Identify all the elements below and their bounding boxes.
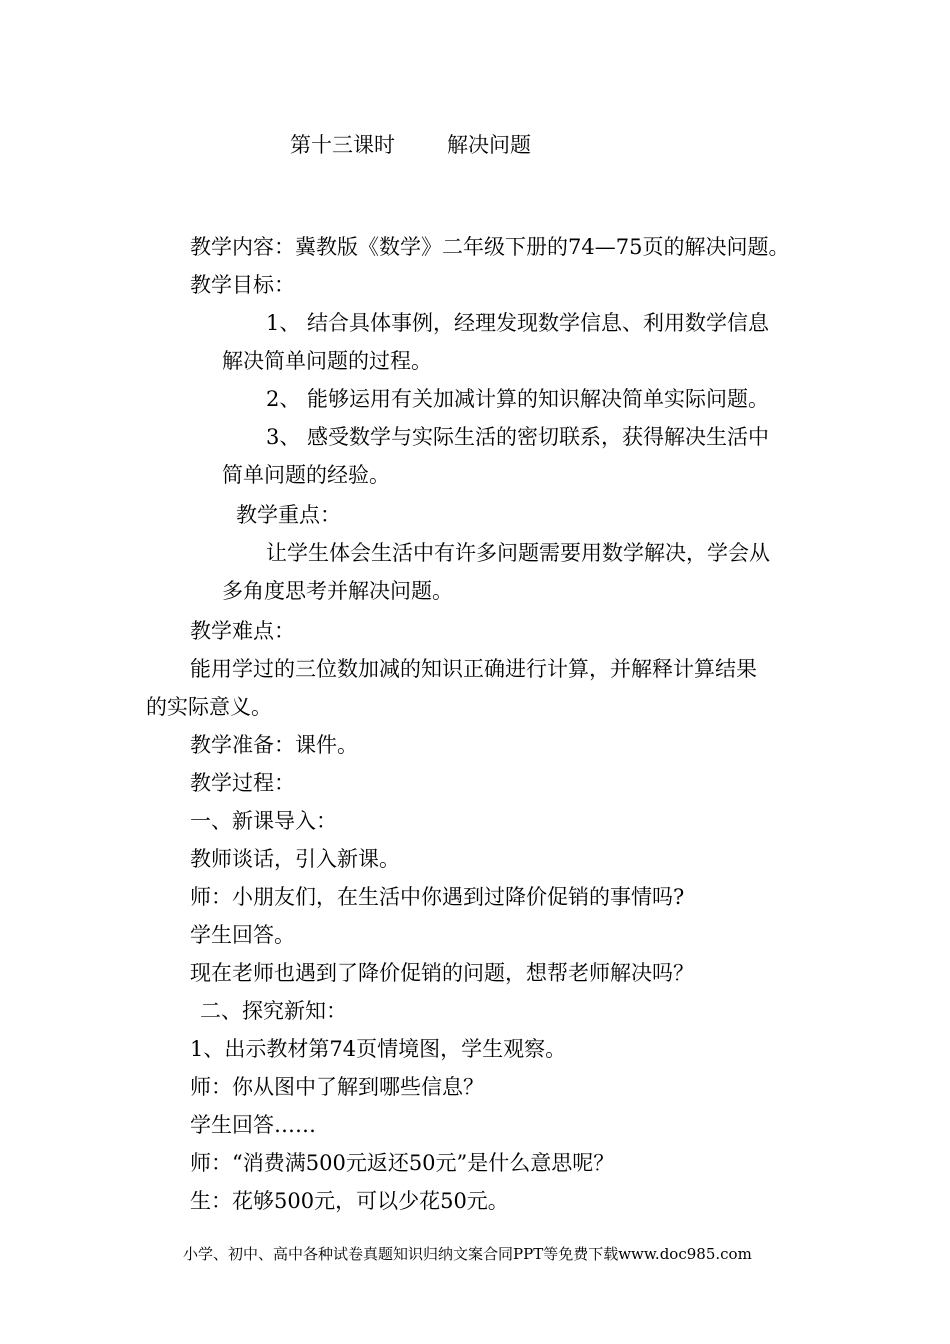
paragraph: 师：“消费满500元返还50元”是什么意思呢？ [190,1151,615,1175]
key-points-heading: 教学重点： [236,503,341,527]
section-2-heading: 二、探究新知： [200,999,347,1023]
difficulty-line2: 的实际意义。 [146,695,272,719]
key-points-line1: 让学生体会生活中有许多问题需要用数学解决，学会从 [266,541,770,565]
key-points-line2: 多角度思考并解决问题。 [222,579,453,603]
difficulty-line1: 能用学过的三位数加减的知识正确进行计算，并解释计算结果 [190,657,757,681]
page-title: 解决问题 [447,133,531,157]
objective-3-line1: 3、 感受数学与实际生活的密切联系，获得解决生活中 [266,425,770,449]
objective-1-line1: 1、 结合具体事例，经理发现数学信息、利用数学信息 [266,311,770,335]
paragraph: 师：你从图中了解到哪些信息？ [190,1075,484,1099]
preparation: 教学准备：课件。 [190,733,358,757]
paragraph: 生：花够500元，可以少花50元。 [190,1189,509,1213]
paragraph: 学生回答。 [190,923,295,947]
teaching-content: 教学内容：冀教版《数学》二年级下册的74—75页的解决问题。 [190,235,790,259]
objective-3-line2: 简单问题的经验。 [222,463,390,487]
paragraph: 1、出示教材第74页情境图，学生观察。 [190,1037,567,1061]
objective-2: 2、 能够运用有关加减计算的知识解决简单实际问题。 [266,387,770,411]
process-heading: 教学过程： [190,771,295,795]
objective-1-line2: 解决简单问题的过程。 [222,349,432,373]
paragraph: 学生回答…… [190,1113,316,1137]
paragraph: 现在老师也遇到了降价促销的问题，想帮老师解决吗？ [190,961,694,985]
difficulty-heading: 教学难点： [190,619,295,643]
paragraph: 教师谈话，引入新课。 [190,847,400,871]
section-1-heading: 一、新课导入： [190,809,337,833]
objectives-heading: 教学目标： [190,273,295,297]
paragraph: 师：小朋友们，在生活中你遇到过降价促销的事情吗? [190,885,685,909]
page-footer: 小学、初中、高中各种试卷真题知识归纳文案合同PPT等免费下载www.doc985.com [183,1245,752,1263]
lesson-number: 第十三课时 [290,133,395,157]
